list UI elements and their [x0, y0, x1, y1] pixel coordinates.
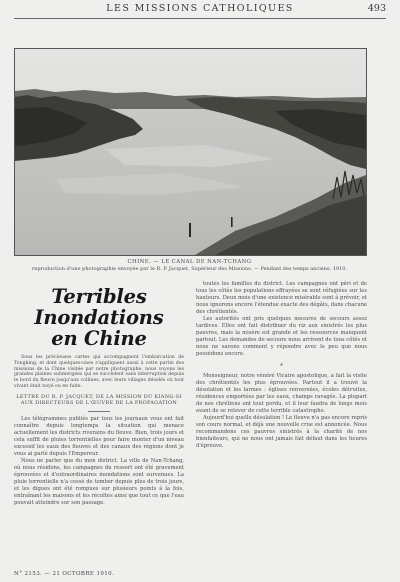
page-number: 493 — [367, 3, 386, 14]
lead-paragraph — [14, 355, 184, 390]
left-column — [14, 283, 184, 507]
river-photograph — [14, 48, 367, 256]
byline-main: LETTRE DU R. P. JACQUET, DE LA MISSION DU KIANG-SI — [16, 393, 182, 400]
running-header — [14, 2, 386, 19]
article-title-line-2: en Chine — [51, 327, 147, 350]
right-column — [196, 281, 367, 450]
right-paragraph: Monseigneur, notre vénéré Vicaire apostolique, a fait la visite des chrétientés les plus éprouvées. Partout il a trouvé la désolation et les larmes : églises renversées, écoles détruites, résidences emportées par les eaux, champs ravagés. La plupart de nos chrétiens ont tout perdu, et il leur faudra de longs mois avant de se relever de cette terrible catastrophe. — [196, 372, 367, 414]
left-paragraph: Nous ne parler que du mon district. La ville de Nan-Tchang, où nous résidons, les campagnes du ressort ont été gravement éprouvées et d'extraordinaires inondations sont survenues. La pluie torrentielle n'a cessé de tomber depuis plus de trois jours, et les digues ont été rompues sur plusieurs points à la fois, entraînant les maisons et les récoltes ainsi que tout ce que l'eau pouvait atteindre sur son passage. — [14, 457, 184, 507]
left-paragraph: Les télégrammes publiés par tous les journaux vous ont fait connaître depuis longtemps la situation qui menace actuellement les districts riverains du fleuve. Bien, trois jours et cela suffit de pluies torrentielles pour faire monter d'un niveau excessif les eaux des fleuves et des canaux des régions dont je vous ai parlé depuis l'Empereur. — [14, 415, 184, 457]
running-title: LES MISSIONS CATHOLIQUES — [106, 3, 294, 14]
right-paragraph: Aujourd'hui quelle désolation ! Le fleuve n'a pas encore repris son cours normal, et déjà une nouvelle crue est annoncée. Nous recommandons ces pauvres sinistrés à la charité de nos bienfaiteurs, qui ne nous ont jamais fait défaut dans les heures d'épreuve. — [196, 414, 367, 450]
byline-sub: AUX DIRECTEURS DE L'ŒUVRE DE LA PROPAGATION — [20, 400, 178, 406]
photo-caption-credit: reproduction d'une photographie envoyée par le R. P. Jacquet, Supérieur des Missions. — Pendant des temps anciens, 1910. — [31, 266, 348, 272]
left-body-text — [14, 416, 184, 508]
article-title — [14, 286, 184, 349]
right-body-text — [196, 281, 367, 450]
lead-paragraph-text: Sous les précieuses cartes qui accompagnent l'embarcation de Tongking, et dont quelques-unes s'appliquent aussi à cette partie des missions de la Chine visitée par notre photographe, nous voyons les grandes plaines submergées qui se succèdent sans interruption depuis le bord du fleuve jusqu'aux collines, avec leurs villages désolés où tout vivant était noyé ou en fuite. — [14, 355, 184, 389]
right-paragraph: Les autorités ont pris quelques mesures de secours assez tardives. Elles ont fait distribuer du riz aux sinistrés les plus pauvres, mais la misère est grande et les ressources manquent partout. Les demandes de secours nous arrivent de tous côtés et nous ne savons comment y répondre avec le peu que nous possédons encore. — [196, 316, 367, 358]
river-scene-image — [15, 49, 366, 255]
section-divider — [88, 411, 110, 412]
section-ornament: * — [280, 362, 283, 370]
right-paragraph: toutes les familles du district. Les campagnes ont péri et de tous les côtés les populations effrayées se sont réfugiées sur les hauteurs. Deux mois d'une existence misérable sont à prévoir, et nous ignorons encore l'étendue exacte des dégâts, dans chacune des chrétientés. — [196, 281, 367, 316]
article-title-line-1: Terribles Inondations — [34, 285, 164, 329]
article-byline — [14, 394, 184, 407]
photo-caption-title: CHINE. — LE CANAL DE NAN-TCHANG — [127, 259, 252, 265]
issue-footer: N° 2153. — 21 OCTOBRE 1910. — [14, 571, 115, 577]
